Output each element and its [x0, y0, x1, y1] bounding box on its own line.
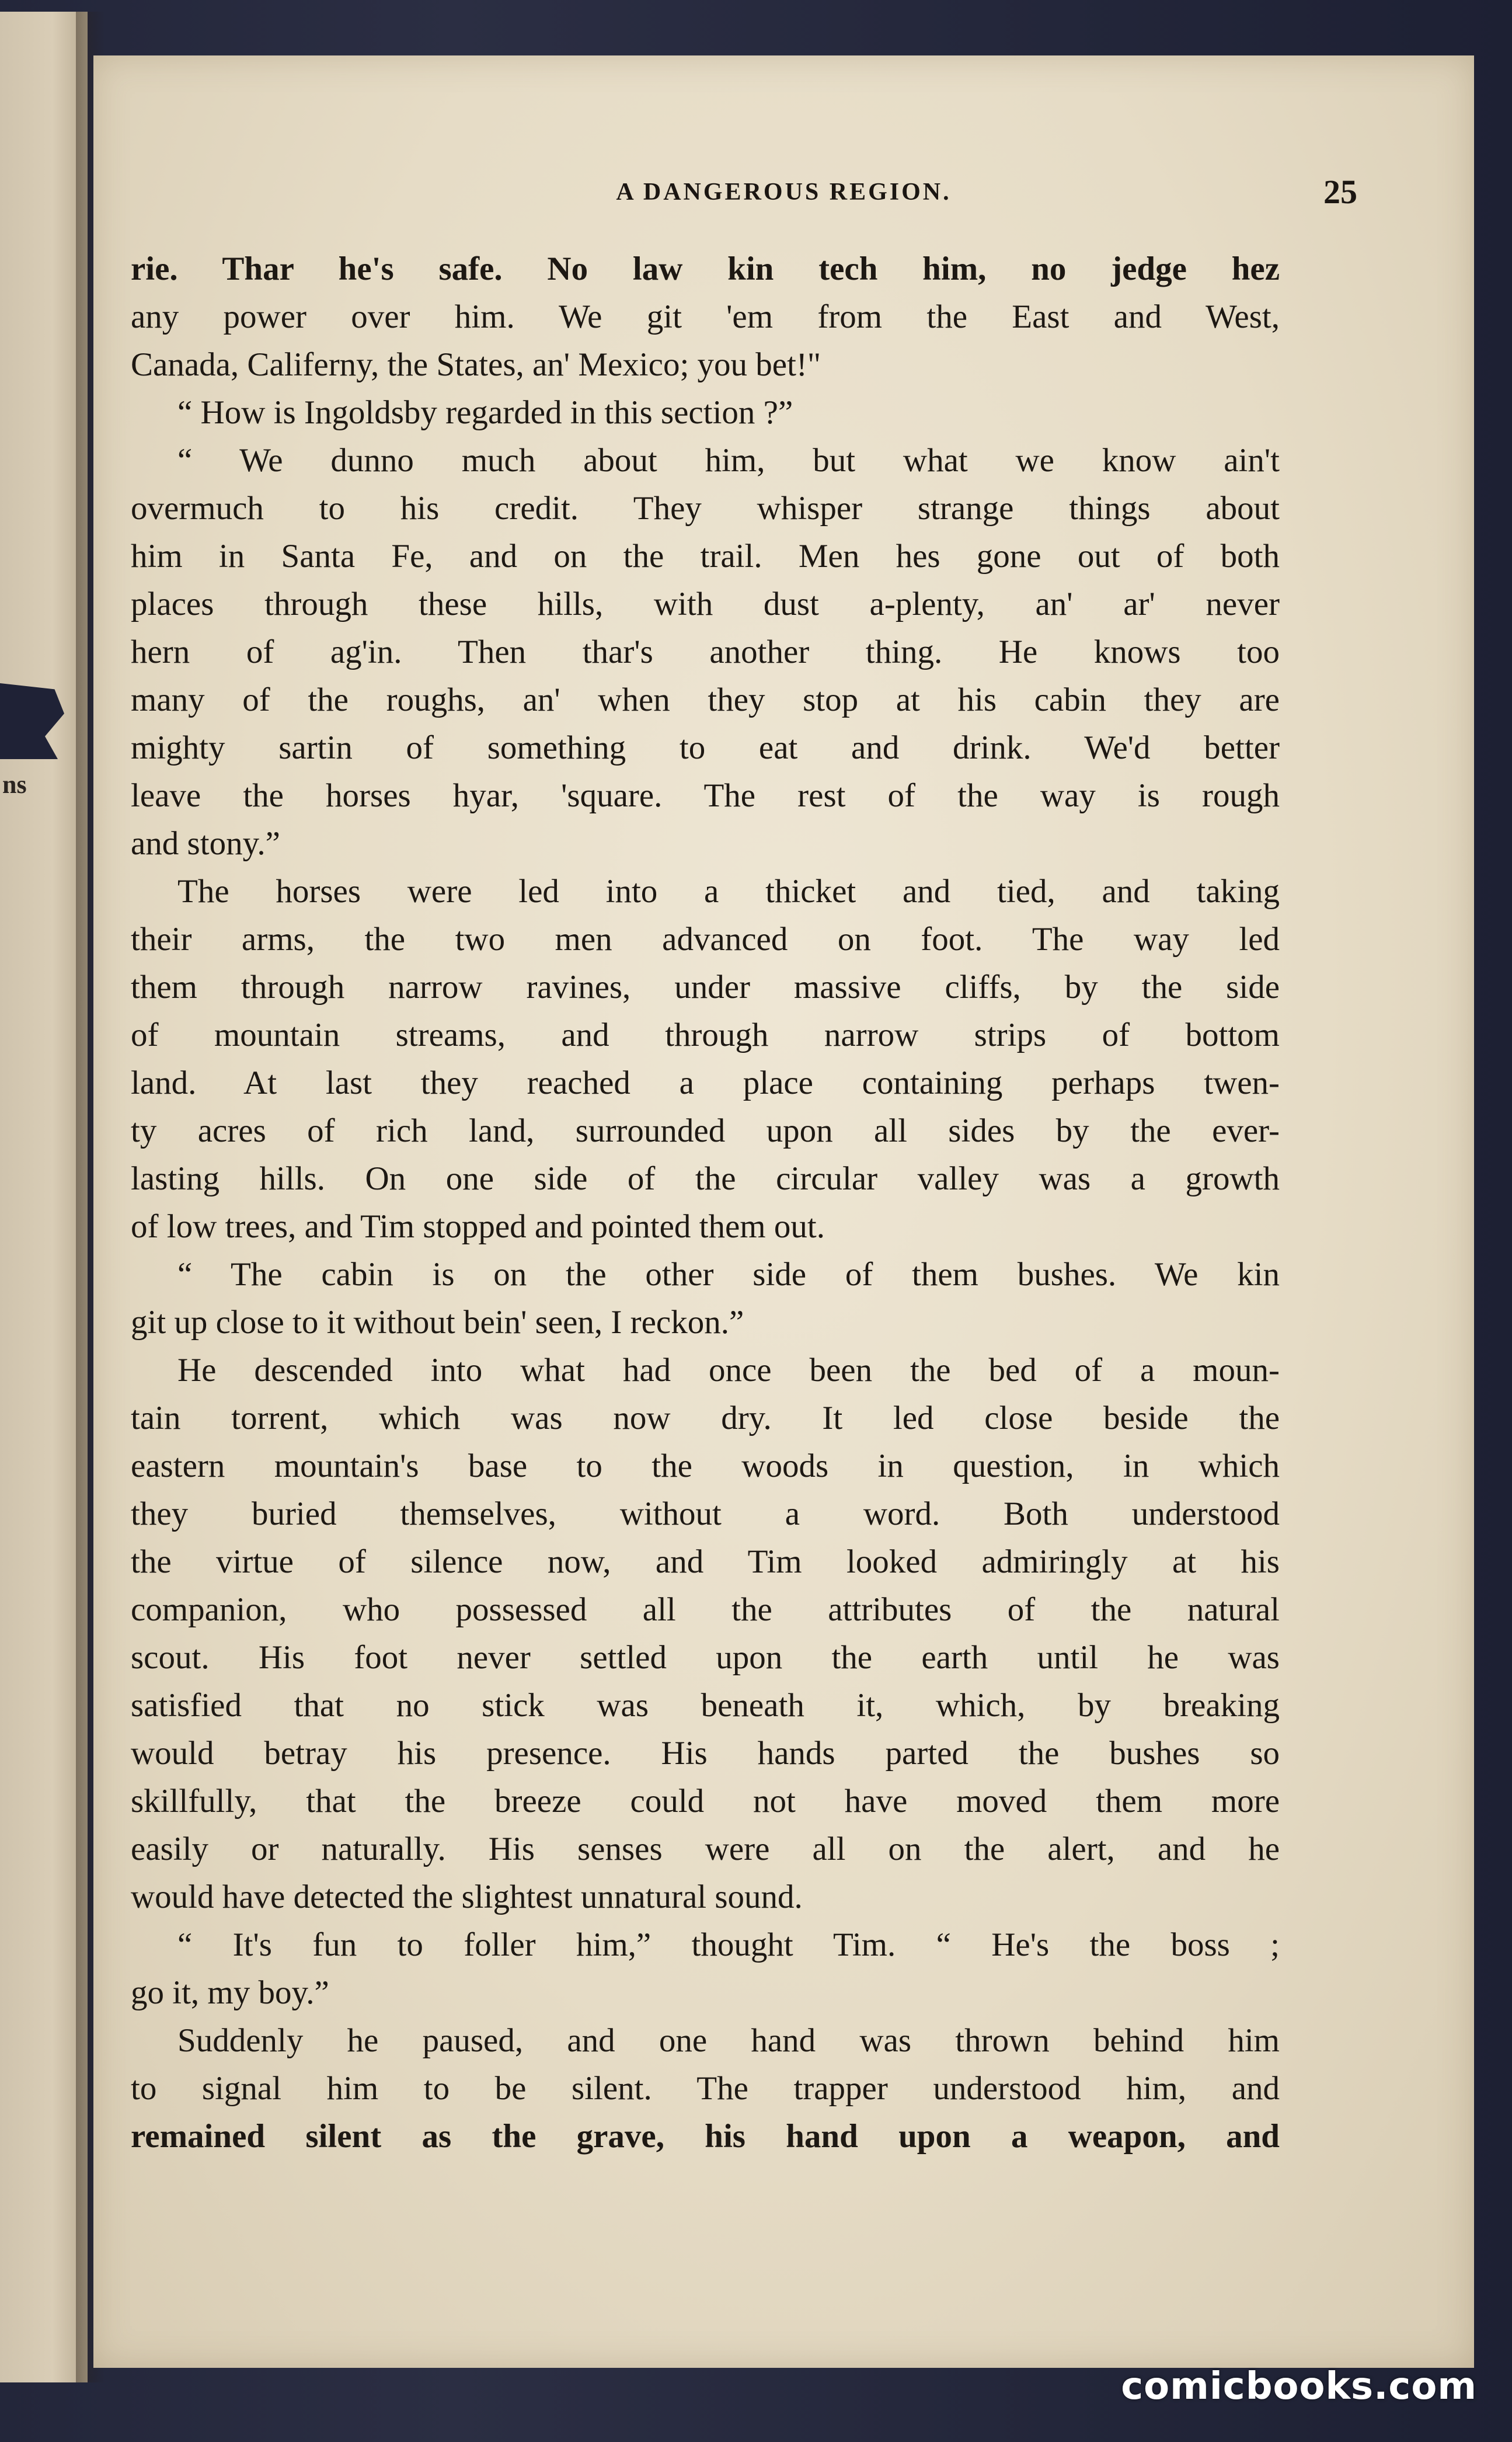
text-line: rie. Thar he's safe. No law kin tech him, no jedge hez	[131, 251, 1280, 287]
body-text	[131, 245, 1280, 2161]
text-line: Canada, Califerny, the States, an' Mexico; you bet!"	[131, 346, 821, 383]
watermark: comicbooks.com	[1121, 2365, 1477, 2408]
text-line: He descended into what had once been the bed of a moun-	[177, 1352, 1280, 1389]
text-line: “ How is Ingoldsby regarded in this section ?”	[177, 394, 793, 431]
running-title: A DANGEROUS REGION.	[616, 179, 952, 206]
text-line: of low trees, and Tim stopped and pointed them out.	[131, 1208, 825, 1245]
text-line: remained silent as the grave, his hand upon a weapon, and	[131, 2118, 1280, 2155]
text-line: “ We dunno much about him, but what we know ain't	[177, 442, 1280, 479]
text-line: many of the roughs, an' when they stop at his cabin they are	[131, 681, 1280, 718]
text-line: land. At last they reached a place containing perhaps twen-	[131, 1065, 1280, 1101]
text-line: lasting hills. On one side of the circular valley was a growth	[131, 1160, 1280, 1197]
text-line: tain torrent, which was now dry. It led close beside the	[131, 1400, 1280, 1436]
text-line: The horses were led into a thicket and tied, and taking	[177, 873, 1280, 910]
page-tear	[0, 683, 64, 759]
text-line: Suddenly he paused, and one hand was thrown behind him	[177, 2022, 1280, 2059]
text-line: hern of ag'in. Then thar's another thing. He knows too	[131, 634, 1280, 670]
text-line: eastern mountain's base to the woods in question, in which	[131, 1448, 1280, 1484]
text-line: him in Santa Fe, and on the trail. Men hes gone out of both	[131, 538, 1280, 575]
text-line: would betray his presence. His hands parted the bushes so	[131, 1735, 1280, 1772]
text-line: skillfully, that the breeze could not have moved them more	[131, 1783, 1280, 1820]
text-line: they buried themselves, without a word. Both understood	[131, 1495, 1280, 1532]
text-line: places through these hills, with dust a-plenty, an' ar' never	[131, 586, 1280, 622]
text-line: “ The cabin is on the other side of them bushes. We kin	[177, 1256, 1280, 1293]
text-line: go it, my boy.”	[131, 1974, 329, 2011]
adjacent-page-text-fragment: ns	[2, 770, 27, 799]
page-number: 25	[1323, 173, 1357, 211]
text-line: ty acres of rich land, surrounded upon all sides by the ever-	[131, 1112, 1280, 1149]
text-line: and stony.”	[131, 825, 280, 862]
text-line: leave the horses hyar, 'square. The rest of the way is rough	[131, 777, 1280, 814]
book-page	[93, 55, 1474, 2368]
text-line: any power over him. We git 'em from the East and West,	[131, 298, 1280, 335]
text-line: mighty sartin of something to eat and drink. We'd better	[131, 729, 1280, 766]
text-line: “ It's fun to foller him,” thought Tim. “ He's the boss ;	[177, 1926, 1280, 1963]
text-line: easily or naturally. His senses were all on the alert, and he	[131, 1831, 1280, 1867]
text-line: overmuch to his credit. They whisper strange things about	[131, 490, 1280, 527]
adjacent-page-edge	[0, 12, 88, 2382]
text-line: satisfied that no stick was beneath it, which, by breaking	[131, 1687, 1280, 1724]
text-line: to signal him to be silent. The trapper understood him, and	[131, 2070, 1280, 2107]
page-header	[93, 173, 1474, 225]
text-line: would have detected the slightest unnatural sound.	[131, 1879, 803, 1915]
text-line: companion, who possessed all the attributes of the natural	[131, 1591, 1280, 1628]
text-line: git up close to it without bein' seen, I reckon.”	[131, 1304, 744, 1341]
text-line: of mountain streams, and through narrow strips of bottom	[131, 1017, 1280, 1053]
text-line: their arms, the two men advanced on foot. The way led	[131, 921, 1280, 958]
text-line: scout. His foot never settled upon the earth until he was	[131, 1639, 1280, 1676]
text-line: them through narrow ravines, under massive cliffs, by the side	[131, 969, 1280, 1006]
text-line: the virtue of silence now, and Tim looked admiringly at his	[131, 1543, 1280, 1580]
